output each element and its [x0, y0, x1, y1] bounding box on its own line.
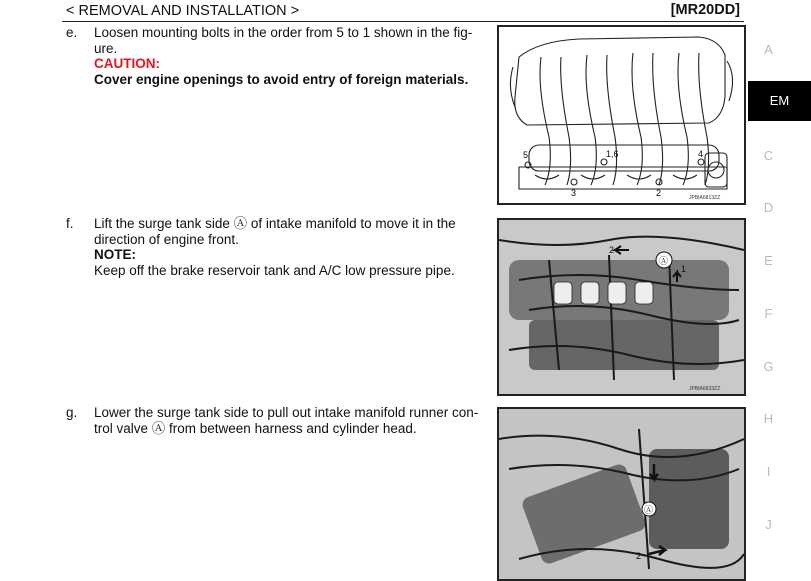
section-tab-em[interactable]: EM [748, 81, 811, 121]
step-e [66, 25, 494, 87]
figure-code: JPBIA6833ZZ [689, 386, 721, 392]
section-tab-i[interactable]: I [766, 464, 771, 479]
callout-2: 2 [609, 245, 615, 255]
step-text-line: direction of engine front. [94, 231, 239, 247]
bolt-label: 2 [656, 188, 662, 198]
step-g [66, 405, 494, 436]
runner-control-valve-figure [497, 407, 746, 581]
section-tab-e[interactable]: E [764, 253, 773, 268]
caution-text: Cover engine openings to avoid entry of foreign materials. [94, 71, 469, 87]
bolt-label: 4 [698, 149, 704, 159]
section-tab-c[interactable]: C [763, 148, 774, 163]
step-text-line: Lift the surge tank side Ⓐ of intake manifold to move it in the [94, 216, 456, 231]
figure-code: JPBIA6813ZZ [689, 195, 721, 201]
section-tab-h[interactable]: H [763, 411, 774, 426]
step-f [66, 216, 494, 278]
callout-a: Ⓐ [644, 505, 654, 515]
note-label: NOTE: [94, 247, 136, 262]
page-header [62, 3, 744, 22]
step-text-line: trol valve Ⓐ from between harness and cylinder head. [94, 420, 417, 436]
callout-2: 2 [636, 551, 642, 561]
intake-manifold-bolt-order-figure [497, 25, 746, 205]
section-tab-d[interactable]: D [763, 200, 774, 215]
step-text-line: Loosen mounting bolts in the order from 5 to 1 shown in the fig- [94, 25, 473, 40]
engine-bay-photo [499, 220, 744, 394]
engine-bay-surge-tank-figure [497, 218, 746, 396]
callout-a: Ⓐ [659, 256, 669, 266]
note-text: Keep off the brake reservoir tank and A/C low pressure pipe. [94, 262, 455, 278]
step-text-line: Lower the surge tank side to pull out intake manifold runner con- [94, 405, 479, 420]
manifold-illustration [499, 27, 744, 203]
bolt-label: 5 [523, 150, 529, 160]
step-text-line: ure. [94, 40, 118, 56]
section-tab-j[interactable]: J [765, 517, 772, 532]
section-tab-a[interactable]: A [764, 42, 773, 57]
bolt-label: 3 [571, 188, 577, 198]
callout-1: 1 [681, 264, 687, 274]
engine-bay-photo [499, 409, 744, 579]
engine-code: [MR20DD] [670, 2, 740, 18]
step-letter: e. [66, 25, 78, 40]
section-title: < REMOVAL AND INSTALLATION > [66, 3, 300, 19]
caution-label: CAUTION: [94, 56, 160, 71]
section-tab-f[interactable]: F [764, 306, 773, 321]
section-tab-g[interactable]: G [763, 359, 774, 374]
bolt-label: 1,6 [606, 149, 619, 159]
step-letter: g. [66, 405, 78, 420]
step-letter: f. [66, 216, 74, 231]
